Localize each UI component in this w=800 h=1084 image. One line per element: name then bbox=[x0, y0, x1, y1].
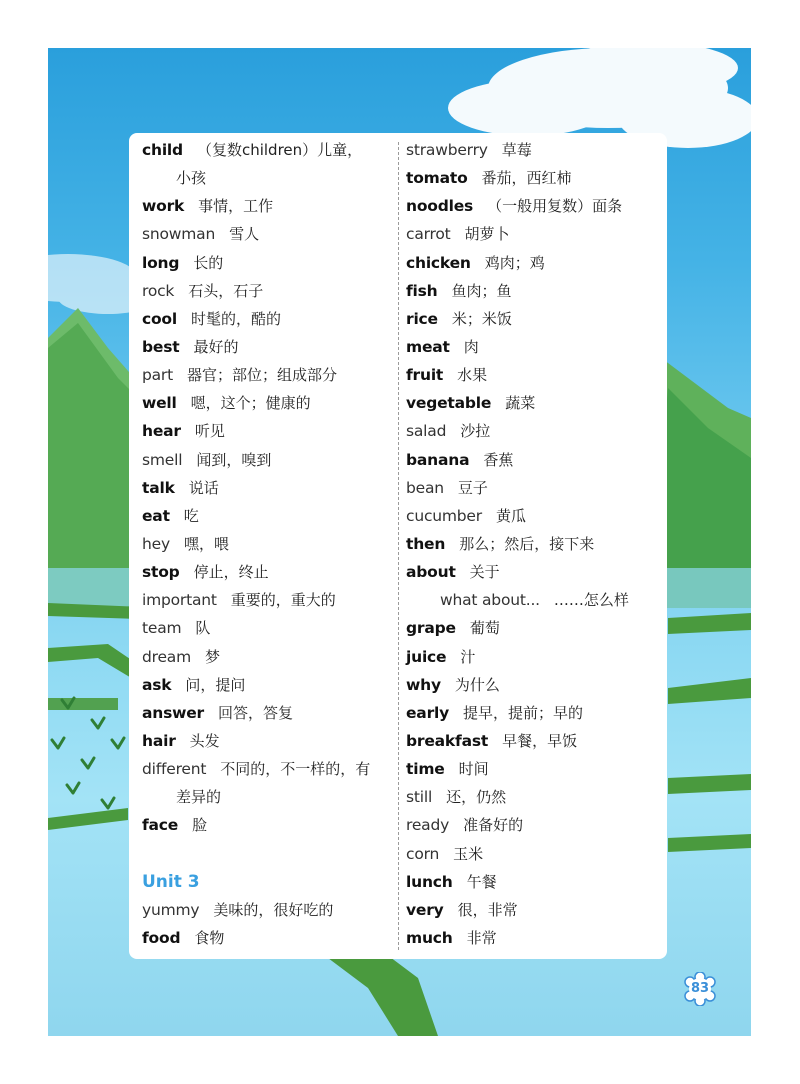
english-word: ready bbox=[406, 816, 450, 835]
chinese-meaning: 石头，石子 bbox=[188, 281, 264, 300]
vocab-entry-grape bbox=[406, 614, 661, 642]
vocab-entry-about bbox=[406, 558, 661, 586]
english-word: juice bbox=[406, 647, 447, 666]
chinese-meaning: 不同的，不一样的，有 bbox=[220, 760, 371, 779]
english-word: carrot bbox=[406, 225, 451, 244]
vocab-entry-work bbox=[142, 192, 392, 220]
english-word: face bbox=[142, 816, 179, 835]
blank-line bbox=[142, 840, 392, 868]
vocab-entry-answer bbox=[142, 699, 392, 727]
english-word: meat bbox=[406, 337, 450, 356]
chinese-meaning: 胡萝卜 bbox=[464, 225, 510, 244]
vocab-entry-fish bbox=[406, 277, 661, 305]
english-word: ask bbox=[142, 675, 172, 694]
chinese-meaning: 玉米 bbox=[453, 844, 484, 863]
vocab-entry-early bbox=[406, 699, 661, 727]
english-word: talk bbox=[142, 478, 175, 497]
english-word: why bbox=[406, 675, 441, 694]
english-word: well bbox=[142, 394, 177, 413]
vocab-entry-face bbox=[142, 811, 392, 839]
english-word: bean bbox=[406, 478, 444, 497]
vocab-entry-strawberry bbox=[406, 136, 661, 164]
english-word: very bbox=[406, 900, 444, 919]
english-word: answer bbox=[142, 703, 204, 722]
chinese-meaning: 鱼肉；鱼 bbox=[451, 281, 512, 300]
english-word: work bbox=[142, 197, 185, 216]
chinese-meaning: 蔬菜 bbox=[505, 394, 536, 413]
english-word: dream bbox=[142, 647, 192, 666]
vocab-entry-then bbox=[406, 530, 661, 558]
vocab-entry-juice bbox=[406, 643, 661, 671]
vocab-entry-food bbox=[142, 924, 392, 952]
vocab-entry-tomato bbox=[406, 164, 661, 192]
english-word: snowman bbox=[142, 225, 216, 244]
english-word: hear bbox=[142, 422, 181, 441]
chinese-meaning: 非常 bbox=[466, 928, 497, 947]
chinese-meaning: 肉 bbox=[463, 337, 479, 356]
vocab-entry-ask bbox=[142, 671, 392, 699]
vocab-entry-hear bbox=[142, 417, 392, 445]
chinese-meaning: 水果 bbox=[457, 366, 488, 385]
english-word: noodles bbox=[406, 197, 474, 216]
unit-heading-row bbox=[142, 868, 392, 896]
english-word: chicken bbox=[406, 253, 471, 272]
vocab-entry-fruit bbox=[406, 361, 661, 389]
chinese-meaning: 头发 bbox=[189, 731, 220, 750]
vocab-entry-different bbox=[142, 755, 392, 783]
chinese-meaning: 黄瓜 bbox=[495, 506, 526, 525]
vocab-entry-ready bbox=[406, 811, 661, 839]
english-word: stop bbox=[142, 563, 180, 582]
english-word: tomato bbox=[406, 169, 468, 188]
chinese-meaning: （复数children）儿童， bbox=[196, 141, 363, 159]
vocab-entry-chicken bbox=[406, 249, 661, 277]
vocab-entry-child bbox=[142, 136, 392, 164]
english-word: much bbox=[406, 928, 453, 947]
sprouts bbox=[52, 698, 124, 808]
chinese-meaning: 豆子 bbox=[457, 478, 488, 497]
vocab-entry-banana bbox=[406, 446, 661, 474]
vocab-entry-hey bbox=[142, 530, 392, 558]
chinese-meaning: 时髦的，酷的 bbox=[191, 309, 282, 328]
chinese-meaning: 香蕉 bbox=[483, 450, 514, 469]
chinese-meaning: 准备好的 bbox=[463, 816, 524, 835]
chinese-meaning: 美味的，很好吃的 bbox=[213, 900, 334, 919]
english-word: long bbox=[142, 253, 180, 272]
right-vocabulary-column bbox=[406, 136, 661, 952]
vocab-entry-why bbox=[406, 671, 661, 699]
vocab-entry-lunch bbox=[406, 868, 661, 896]
vocab-entry-still bbox=[406, 783, 661, 811]
vocab-entry-corn bbox=[406, 840, 661, 868]
chinese-meaning: 午餐 bbox=[466, 872, 497, 891]
chinese-meaning: 最好的 bbox=[193, 337, 239, 356]
english-word: hey bbox=[142, 534, 170, 553]
english-word: strawberry bbox=[406, 141, 488, 159]
english-word: smell bbox=[142, 450, 183, 469]
english-word: vegetable bbox=[406, 394, 492, 413]
english-word: cool bbox=[142, 309, 177, 328]
chinese-meaning: 嗯，这个；健康的 bbox=[190, 394, 311, 413]
vocab-entry-what-about bbox=[406, 586, 661, 614]
vocab-entry-very bbox=[406, 896, 661, 924]
english-word: eat bbox=[142, 506, 170, 525]
english-word: rice bbox=[406, 309, 438, 328]
english-word: early bbox=[406, 703, 450, 722]
vocab-entry-carrot bbox=[406, 220, 661, 248]
chinese-meaning: 脸 bbox=[192, 816, 208, 835]
vocab-entry-vegetable bbox=[406, 389, 661, 417]
vocab-entry-breakfast bbox=[406, 727, 661, 755]
english-word: rock bbox=[142, 281, 175, 300]
english-word: grape bbox=[406, 619, 456, 638]
chinese-meaning: 梦 bbox=[205, 647, 221, 666]
chinese-meaning: 很，非常 bbox=[457, 900, 518, 919]
chinese-meaning: 问，提问 bbox=[185, 675, 246, 694]
english-word: breakfast bbox=[406, 731, 489, 750]
english-word: part bbox=[142, 366, 173, 385]
chinese-meaning: 番茄，西红柿 bbox=[481, 169, 572, 188]
vocab-entry-yummy bbox=[142, 896, 392, 924]
chinese-meaning: 停止，终止 bbox=[193, 563, 269, 582]
english-word: child bbox=[142, 141, 183, 159]
english-word: banana bbox=[406, 450, 470, 469]
vocab-entry-important bbox=[142, 586, 392, 614]
chinese-meaning: 还，仍然 bbox=[446, 788, 507, 807]
chinese-meaning: 提早，提前；早的 bbox=[463, 703, 584, 722]
english-word: lunch bbox=[406, 872, 453, 891]
english-word: team bbox=[142, 619, 182, 638]
chinese-meaning: 器官；部位；组成部分 bbox=[187, 366, 338, 385]
chinese-meaning: 闻到，嗅到 bbox=[196, 450, 272, 469]
vocab-entry-talk bbox=[142, 474, 392, 502]
chinese-meaning: 吃 bbox=[183, 506, 199, 525]
vocab-entry-salad bbox=[406, 417, 661, 445]
english-word: cucumber bbox=[406, 506, 482, 525]
unit-heading: Unit 3 bbox=[142, 871, 200, 892]
vocab-entry-continuation bbox=[142, 164, 392, 192]
english-word: what about... bbox=[440, 591, 540, 610]
vocab-entry-eat bbox=[142, 502, 392, 530]
chinese-meaning: 长的 bbox=[193, 253, 224, 272]
english-word: food bbox=[142, 928, 181, 947]
vocab-entry-well bbox=[142, 389, 392, 417]
vocab-entry-much bbox=[406, 924, 661, 952]
chinese-meaning: 时间 bbox=[458, 760, 489, 779]
vocab-entry-dream bbox=[142, 643, 392, 671]
chinese-meaning: 沙拉 bbox=[460, 422, 491, 441]
english-word: hair bbox=[142, 731, 176, 750]
chinese-meaning: 葡萄 bbox=[469, 619, 500, 638]
vocab-entry-continuation bbox=[142, 783, 392, 811]
vocab-entry-bean bbox=[406, 474, 661, 502]
chinese-meaning: 说话 bbox=[188, 478, 219, 497]
english-word: best bbox=[142, 337, 180, 356]
vocab-entry-meat bbox=[406, 333, 661, 361]
chinese-meaning: 小孩 bbox=[176, 169, 207, 188]
vocab-entry-snowman bbox=[142, 220, 392, 248]
vocab-entry-team bbox=[142, 614, 392, 642]
chinese-meaning: 雪人 bbox=[229, 225, 260, 244]
english-word: time bbox=[406, 760, 445, 779]
english-word: still bbox=[406, 788, 433, 807]
chinese-meaning: 为什么 bbox=[454, 675, 500, 694]
vocab-entry-hair bbox=[142, 727, 392, 755]
vocab-entry-part bbox=[142, 361, 392, 389]
chinese-meaning: 那么；然后，接下来 bbox=[459, 534, 595, 553]
english-word: fish bbox=[406, 281, 438, 300]
column-divider bbox=[398, 142, 399, 950]
chinese-meaning: ……怎么样 bbox=[553, 591, 629, 610]
chinese-meaning: （一般用复数）面条 bbox=[487, 197, 623, 216]
vocab-entry-cucumber bbox=[406, 502, 661, 530]
english-word: yummy bbox=[142, 900, 200, 919]
chinese-meaning: 差异的 bbox=[176, 788, 222, 807]
english-word: about bbox=[406, 563, 456, 582]
english-word: then bbox=[406, 534, 446, 553]
page-number: 83 bbox=[690, 981, 710, 996]
english-word: important bbox=[142, 591, 217, 610]
chinese-meaning: 食物 bbox=[194, 928, 225, 947]
vocab-entry-smell bbox=[142, 446, 392, 474]
chinese-meaning: 队 bbox=[195, 619, 211, 638]
chinese-meaning: 米；米饭 bbox=[451, 309, 512, 328]
vocab-entry-rice bbox=[406, 305, 661, 333]
english-word: fruit bbox=[406, 366, 444, 385]
english-word: different bbox=[142, 760, 207, 779]
vocab-entry-time bbox=[406, 755, 661, 783]
vocab-entry-rock bbox=[142, 277, 392, 305]
english-word: salad bbox=[406, 422, 447, 441]
chinese-meaning: 早餐，早饭 bbox=[502, 731, 578, 750]
chinese-meaning: 听见 bbox=[194, 422, 225, 441]
vocab-entry-noodles bbox=[406, 192, 661, 220]
english-word: corn bbox=[406, 844, 440, 863]
chinese-meaning: 嘿，喂 bbox=[183, 534, 229, 553]
chinese-meaning: 回答，答复 bbox=[218, 703, 294, 722]
chinese-meaning: 草莓 bbox=[501, 141, 532, 159]
chinese-meaning: 重要的，重大的 bbox=[230, 591, 336, 610]
vocab-entry-best bbox=[142, 333, 392, 361]
chinese-meaning: 关于 bbox=[469, 563, 500, 582]
vocab-entry-long bbox=[142, 249, 392, 277]
chinese-meaning: 鸡肉；鸡 bbox=[484, 253, 545, 272]
vocab-entry-cool bbox=[142, 305, 392, 333]
vocab-entry-stop bbox=[142, 558, 392, 586]
left-vocabulary-column bbox=[142, 136, 392, 952]
chinese-meaning: 事情，工作 bbox=[198, 197, 274, 216]
chinese-meaning: 汁 bbox=[460, 647, 476, 666]
